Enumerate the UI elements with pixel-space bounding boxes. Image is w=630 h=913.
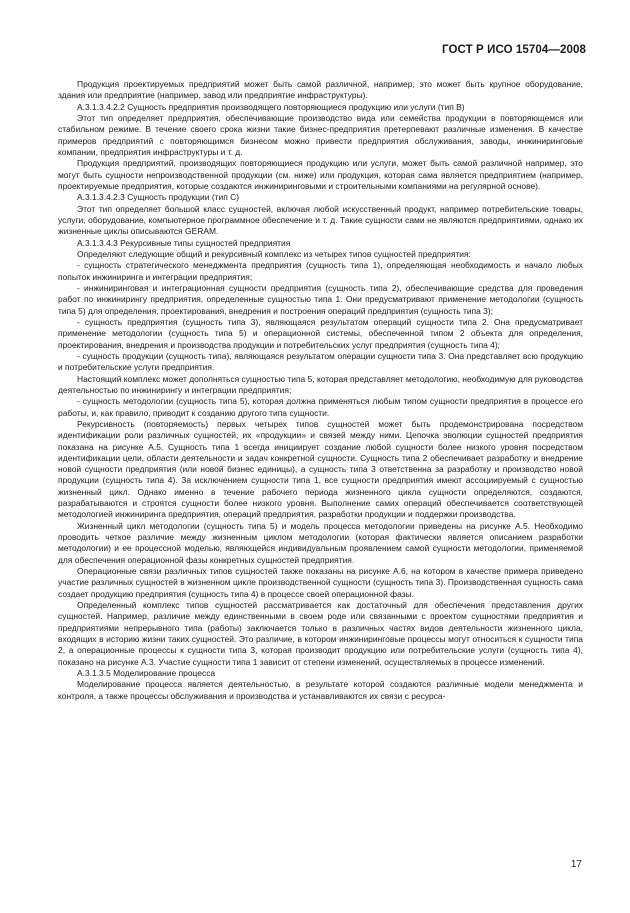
section-heading: А.3.1.3.5 Моделирование процесса [77,668,216,679]
paragraph: Жизненный цикл методологии (сущность типа 5) и модель процесса методологии приведены на рисунке А.5. Необходимо проводить четкое различие между жизненным циклом методологии (которая фактически является описанием разработки методологии) и ее процессной моделью, являющейся индивидуальным проявлением самой сущности методологии, применяемой для обеспечения операционной фазы конкретных сущностей предприятия. [58,520,583,565]
paragraph: Этот тип определяет предприятия, обеспечивающие производство вида или семейства продукции в повторяющемся или стабильном режиме. В течение своего срока жизни такие бизнес-предприятия претерпевают различные изменения. В качестве примеров предприятий с повторяющимся бизнесом можно привести предприятия обслуживания, заводы, инжиниринговые компании, предприятия инфраструктуры и т. д. [58,112,583,157]
paragraph: Операционные связи различных типов сущностей также показаны на рисунке А.6, на котором в качестве примера приведено участие различных сущностей в жизненном цикле производственной сущности (сущность типа 3). Производственная сущность сама создает продукцию предприятия (сущность типа 4) в процессе своей операционной фазы. [58,566,583,599]
paragraph: Определенный комплекс типов сущностей рассматривается как достаточный для обеспечения представления других сущностей. Например, различие между единственными в своем роде или связанными с проектом сущностями предприятия и предприятиями непрерывного типа (работы) заключается только в различных частях видов деятельности жизненного цикла, входящих в историю жизни таких сущностей. Это различие, в котором инжиниринговые процессы могут относиться к сущности типа 2, а операционные процессы к сущности типа 3, которая производит продукцию или потребительские услуги (сущность типа 4), показано на рисунке А.3. Участие сущности типа 1 зависит от степени изменений, осуществляемых в процессе изменений. [58,600,583,667]
list-item: - инжиниринговая и интеграционная сущности предприятия (сущность типа 2), обеспечивающие средства для проведения работ по инжинирингу предприятия, определенные сущностью типа 1. Они предусматривают применение методологии (сущность типа 5) для определения, проектирования, внедрения и построения операций предприятия (сущность типа 3); [58,282,583,316]
paragraph: Продукция проектируемых предприятий может быть самой различной, например, это может быть крупное оборудование, здания или предприятие (например, завод или предприятие инфраструктуры). [58,79,583,101]
paragraph: Определяют следующие общий и рекурсивный комплекс из четырех типов сущностей предприятия: [77,248,471,259]
list-item: - сущность стратегического менеджмента предприятия (сущность типа 1), определяющая необходимость и начало любых попыток инжиниринга и интеграции предприятия; [58,260,583,282]
paragraph: Этот тип определяет большой класс сущностей, включая любой искусственный продукт, например потребительские товары, услуги, оборудование, компьютерное программное обеспечение и т. д. Такие сущности сами не являются предприятиями, однако их жизненные циклы описываются GERAM. [58,203,583,237]
paragraph: Продукция предприятий, производящих повторяющиеся продукцию или услуги, может быть самой различной например, это могут быть сущности непроизводственной продукции (см. ниже) или продукция, которая сама является предприятием (например, проектируемые предприятия, которые создаются инжиниринговыми и строительными компаниями на регулярной основе). [58,158,583,191]
standard-header: ГОСТ Р ИСО 15704—2008 [441,44,586,56]
list-item: - сущность методологии (сущность типа 5), которая должна применяться любым типом сущности предприятия в процессе его работы, и, как правило, приводит к созданию другого типа сущности. [58,396,583,418]
paragraph: Настоящий комплекс может дополняться сущностью типа 5, которая представляет методологию, необходимую для руководства деятельностью по инжинирингу и интеграции предприятия; [58,373,583,395]
section-heading: А.3.1.3.4.2.3 Сущность продукции (тип С) [77,192,240,203]
paragraph: Моделирование процесса является деятельностью, в результате которой создаются различные модели менеджмента и контроля, а также процессы обслуживания и производства и устанавливаются их связи с ресурса- [58,679,583,701]
page-number: 17 [570,859,582,870]
list-item: - сущность предприятия (сущность типа 3), являющаяся результатом операций сущности типа 2. Она предусматривает применение методологии (сущность типа 5) и операционной системы, обеспеченной типом 2 объекта для определения, проектирования, внедрения и производства продукции и потребительских услуг предприятия (сущность типа 4); [58,316,583,350]
page-body [58,79,583,702]
section-heading: А.3.1.3.4.3 Рекурсивные типы сущностей предприятия [77,237,291,248]
paragraph: Рекурсивность (повторяемость) первых четырех типов сущностей может быть продемонстрирована посредством идентификации роли различных сущностей, их «продукции» и связей между ними. Цепочка эволюции сущностей предприятия показана на рисунке А.5. Сущность типа 1 всегда инициирует создание любой сущности более низкого уровня посредством идентификации цели, области деятельности и задач конкретной сущности. Сущность типа 2 обеспечивает разработку и внедрение новой сущности предприятия (или новой бизнес единицы), а сущность типа 3 ответственна за разработку и производство новой продукции (сущность типа 4). За исключением сущности типа 1, все сущности предприятия имеют ассоциируемый с сущностью жизненный цикл. Однако именно в течение рабочего периода жизненного цикла сущности определяются, создаются, разрабатываются и строятся сущности более низкого уровня. Выполнение самих операций обеспечивается соответствующей методологией инжиниринга предприятия, операций предприятия, разработки продукции и поддержки производства. [58,418,583,520]
section-heading: А.3.1.3.4.2.2 Сущность предприятия производящего повторяющиеся продукцию или услуги (тип В) [77,101,465,112]
list-item: - сущность продукции (сущность типа), являющаяся результатом операции сущности типа 3. Она представляет всю продукцию и потребительские услуги предприятия. [58,350,583,373]
